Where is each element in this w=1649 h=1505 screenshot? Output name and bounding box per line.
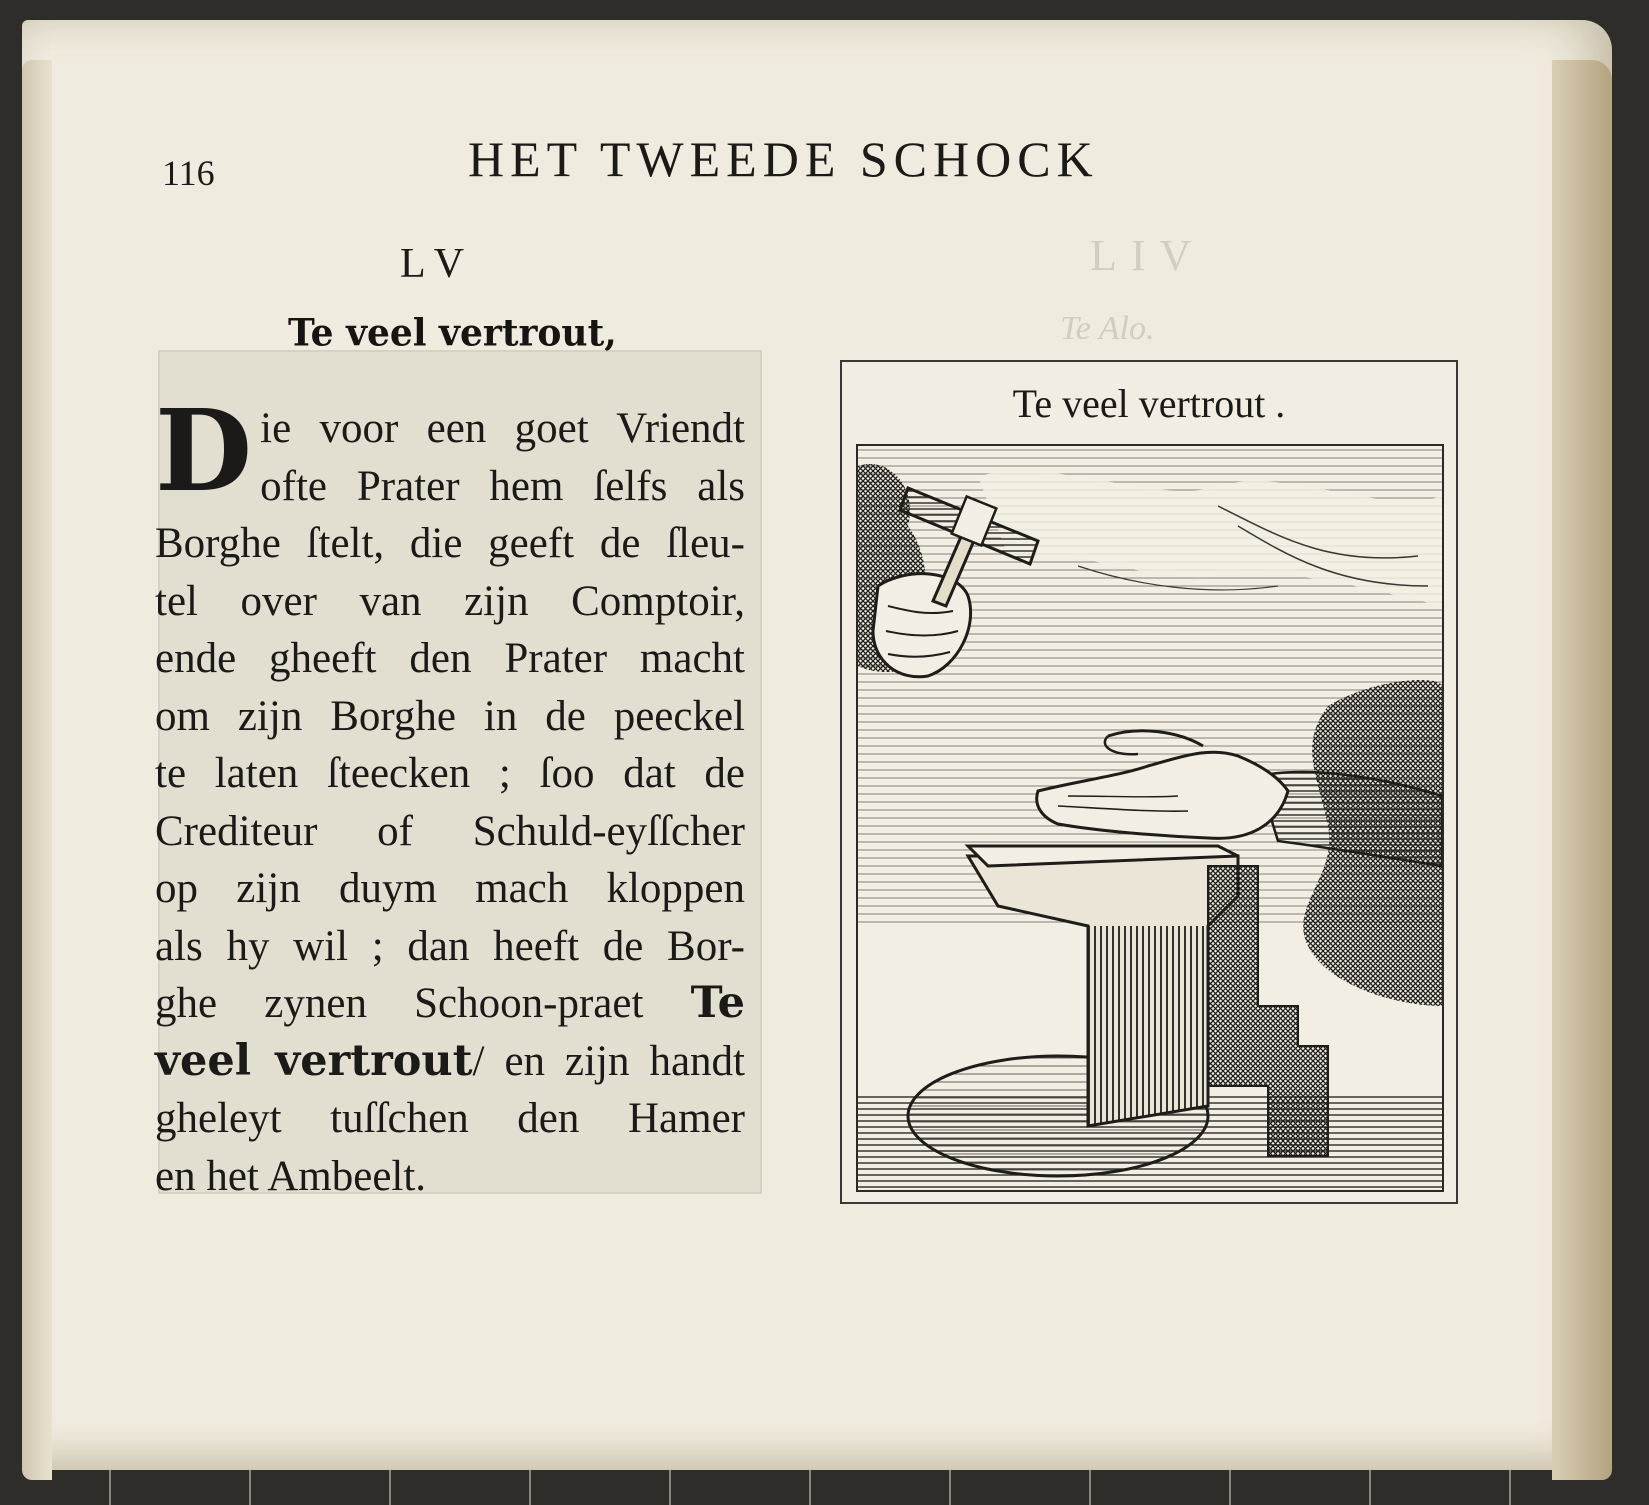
page-number: 116 (162, 153, 215, 193)
text-line (155, 1033, 745, 1091)
text-line: tel over van zijn Comptoir, (155, 577, 745, 625)
body-text (155, 386, 745, 1205)
text-segment: / en zijn handt (472, 1037, 745, 1085)
engraving-illustration (856, 444, 1444, 1192)
text-line: op zijn duym mach kloppen (155, 865, 745, 912)
page-stack-right (1552, 60, 1612, 1480)
drop-cap: D (155, 386, 253, 517)
emphasis-text: veel vertrout (155, 1035, 473, 1086)
text-line: en het Ambeelt. (155, 1152, 427, 1200)
chapter-heading: Te veel vertrout, (288, 310, 617, 356)
text-line: Crediteur of Schuld-eyſſcher (155, 807, 745, 855)
text-line: als hy wil ; dan heeft de Bor- (155, 922, 745, 970)
text-line: om zijn Borghe in de peeckel (155, 692, 745, 740)
running-head: HET TWEEDE SCHOCK (468, 131, 1099, 187)
page-stack-left (22, 60, 52, 1480)
text-line (155, 975, 745, 1033)
text-line: ofte Prater hem ſelfs als (260, 462, 745, 510)
text-line: ie voor een goet Vriendt (260, 405, 745, 452)
ghost-heading: Te Alo. (1060, 310, 1155, 347)
text-segment: ghe zynen Schoon-praet (155, 980, 644, 1027)
text-line: ende gheeft den Prater macht (155, 635, 745, 682)
engraved-plate (840, 360, 1458, 1204)
text-line: te laten ſteecken ; ſoo dat de (155, 750, 745, 797)
ghost-chapter: LIV (1090, 231, 1206, 280)
text-line: gheleyt tuſſchen den Hamer (155, 1095, 745, 1142)
emphasis-text: Te (690, 978, 745, 1028)
chapter-number: LV (400, 241, 477, 287)
plate-title: Te veel vertrout . (1012, 381, 1286, 426)
text-line: Borghe ſtelt, die geeft de ſleu- (155, 520, 745, 567)
